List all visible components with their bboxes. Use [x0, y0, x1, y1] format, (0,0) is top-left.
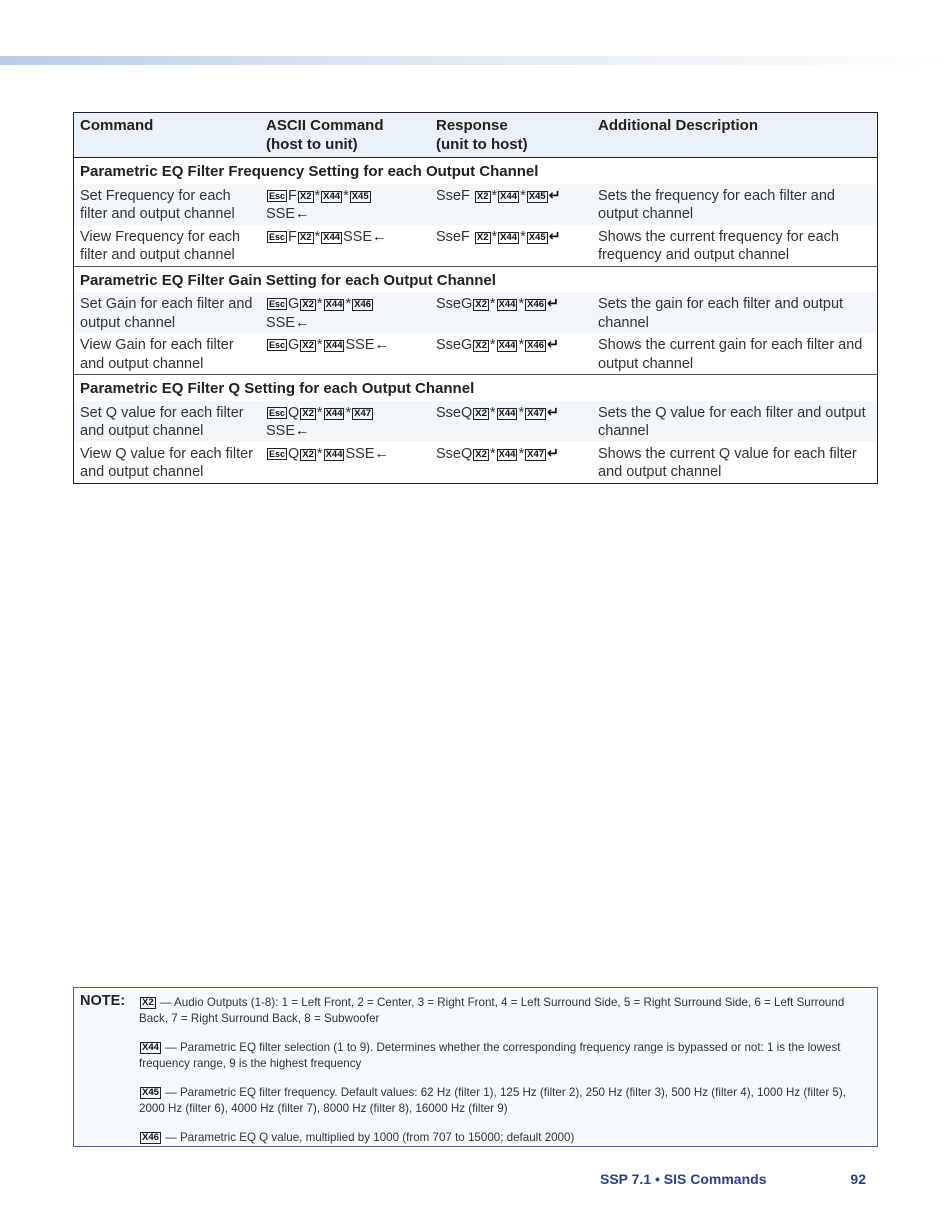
command-text: SseF [436, 187, 474, 204]
command-cell: View Q value for each filter and output channel [74, 442, 261, 484]
table-row [74, 333, 878, 375]
description-cell: Sets the frequency for each filter and output channel [592, 184, 878, 225]
command-cell: View Frequency for each filter and output channel [74, 225, 261, 267]
command-text: * [518, 404, 525, 421]
esc-key-icon: Esc [269, 190, 286, 201]
description-cell: Shows the current Q value for each filter and output channel [592, 442, 878, 484]
command-cell: Set Q value for each filter and output channel [74, 401, 261, 442]
variable-box: X45 [528, 190, 546, 202]
ascii-command-cell [260, 292, 430, 333]
command-text: * [316, 404, 323, 421]
command-text: SseF [436, 228, 474, 245]
variable-box: X44 [325, 299, 343, 310]
carriage-return-icon: ↵ [548, 187, 561, 204]
variable-box: X44 [142, 1042, 159, 1053]
section-title: Parametric EQ Filter Frequency Setting for each Output Channel [80, 163, 539, 180]
variable-box: X2 [302, 340, 314, 351]
command-text: * [520, 228, 526, 245]
command-text: * [518, 337, 525, 353]
carriage-return-icon: ↵ [547, 337, 560, 353]
carriage-return-icon: ↵ [548, 228, 561, 245]
section-header-row [74, 375, 878, 401]
variable-box: X2 [475, 299, 487, 310]
command-text: * [489, 445, 496, 462]
left-arrow-icon: ← [295, 423, 310, 439]
command-text: * [345, 404, 352, 421]
command-text: * [316, 296, 323, 312]
section-header-row [74, 266, 878, 292]
table-header-row [74, 113, 878, 158]
command-text: SseG [436, 337, 473, 353]
description-cell: Shows the current frequency for each frequency and output channel [592, 225, 878, 267]
ascii-command-cell [260, 333, 430, 375]
note-text: — Parametric EQ filter frequency. Default values: 62 Hz (filter 1), 125 Hz (filter 2), 250 Hz (filter 3), 500 Hz (filter 4), 1000 Hz (filter 5), 2000 Hz (filter 6), 4000 Hz (filter 7), 8000 Hz (filter 8), 16000 Hz (filter 9) [139, 1086, 846, 1115]
footer-title: SSP 7.1 • SIS Commands [600, 1171, 767, 1187]
carriage-return-icon: ↵ [547, 445, 560, 462]
variable-box: X47 [354, 407, 372, 419]
note-item [139, 1040, 869, 1071]
left-arrow-icon: ← [374, 337, 389, 353]
variable-box: X2 [299, 231, 312, 243]
page-footer [600, 1171, 870, 1187]
command-text: SSE [266, 314, 296, 331]
response-cell [430, 225, 592, 267]
command-text: Q [288, 445, 300, 462]
table-row [74, 401, 878, 442]
ascii-line [266, 188, 372, 204]
description-cell: Sets the gain for each filter and output channel [592, 292, 878, 333]
command-text: SSE [345, 445, 375, 462]
command-text: SSE [266, 423, 296, 439]
variable-box: X44 [500, 231, 518, 243]
command-text: G [288, 296, 300, 312]
command-text: * [491, 228, 498, 245]
description-cell: Shows the current gain for each filter and output channel [592, 333, 878, 375]
variable-box: X46 [527, 340, 545, 351]
command-text: * [489, 337, 496, 353]
response-cell [430, 442, 592, 484]
table-row [74, 442, 878, 484]
note-item [139, 1085, 869, 1116]
note-items [139, 995, 869, 1160]
ascii-command-cell [260, 442, 430, 484]
variable-box: X2 [302, 407, 314, 419]
variable-box: X2 [142, 997, 154, 1008]
variable-box: X44 [323, 190, 341, 202]
command-cell: Set Frequency for each filter and output channel [74, 184, 261, 225]
response-cell [430, 333, 592, 375]
command-text: * [316, 337, 323, 353]
esc-key-icon: Esc [269, 340, 286, 350]
command-text: * [520, 187, 526, 204]
header-gradient-band [0, 56, 950, 65]
command-text: * [316, 445, 323, 462]
esc-key-icon: Esc [269, 231, 286, 242]
header-response: Response (unit to host) [430, 113, 592, 158]
variable-box: X47 [527, 407, 545, 419]
note-text: — Parametric EQ filter selection (1 to 9). Determines whether the corresponding frequency range is bypassed or not: 1 is the lowest frequency range, 9 is the highest frequency [139, 1041, 841, 1070]
command-text: Q [288, 404, 300, 421]
table-row [74, 184, 878, 225]
command-cell: Set Gain for each filter and output channel [74, 292, 261, 333]
variable-box: X44 [498, 340, 516, 351]
variable-box: X46 [527, 299, 545, 310]
variable-box: X44 [325, 340, 343, 351]
command-text: F [288, 187, 297, 204]
carriage-return-icon: ↵ [547, 404, 560, 421]
command-text: SseG [436, 296, 473, 312]
description-cell: Sets the Q value for each filter and output channel [592, 401, 878, 442]
note-text: — Audio Outputs (1-8): 1 = Left Front, 2 = Center, 3 = Right Front, 4 = Left Surround Side, 5 = Right Surround Side, 6 = Left Surround Back, 7 = Right Surround Back, 8 = Subwoofer [139, 996, 845, 1025]
command-text: SSE [345, 337, 375, 353]
command-text: * [489, 404, 496, 421]
section-title: Parametric EQ Filter Q Setting for each Output Channel [74, 375, 878, 401]
variable-box: X2 [302, 299, 314, 310]
command-text: F [288, 228, 297, 245]
variable-box: X45 [351, 190, 369, 202]
variable-box: X46 [142, 1132, 159, 1143]
section-title: Parametric EQ Filter Gain Setting for each Output Channel [74, 266, 878, 292]
variable-box: X44 [325, 407, 343, 419]
variable-box: X46 [354, 299, 372, 310]
section-header-row [74, 158, 878, 184]
note-item [139, 995, 869, 1026]
command-text: * [518, 296, 525, 312]
ascii-line [266, 296, 374, 312]
response-cell [430, 184, 592, 225]
variable-box: X2 [302, 448, 314, 460]
command-text: SSE [343, 228, 373, 245]
variable-box: X45 [142, 1087, 159, 1098]
command-text: * [314, 228, 321, 245]
sis-command-table [73, 112, 878, 484]
command-text: * [518, 445, 525, 462]
variable-box: X44 [498, 407, 516, 419]
header-ascii-command: ASCII Command (host to unit) [260, 113, 430, 158]
header-command: Command [74, 113, 261, 158]
command-text: * [489, 296, 496, 312]
ascii-line [266, 405, 374, 421]
esc-key-icon: Esc [269, 407, 286, 418]
left-arrow-icon: ← [295, 314, 310, 331]
note-text: — Parametric EQ Q value, multiplied by 1000 (from 707 to 15000; default 2000) [161, 1131, 575, 1144]
response-cell [430, 401, 592, 442]
table-row [74, 225, 878, 267]
note-item [139, 1130, 869, 1146]
variable-box: X44 [498, 448, 516, 460]
page-number: 92 [850, 1171, 866, 1187]
esc-key-icon: Esc [269, 299, 286, 309]
variable-box: X44 [323, 231, 341, 243]
command-text: SseQ [436, 445, 473, 462]
response-cell [430, 292, 592, 333]
variable-box: X44 [325, 448, 343, 460]
command-text: SseQ [436, 404, 473, 421]
command-text: * [343, 187, 349, 204]
left-arrow-icon: ← [295, 206, 310, 222]
variable-box: X2 [476, 231, 489, 243]
command-cell: View Gain for each filter and output channel [74, 333, 261, 375]
variable-box: X2 [475, 448, 487, 460]
table-row [74, 292, 878, 333]
variable-box: X47 [527, 448, 545, 460]
left-arrow-icon: ← [372, 228, 387, 245]
carriage-return-icon: ↵ [547, 296, 560, 312]
ascii-command-cell [260, 184, 430, 225]
note-label: NOTE: [80, 993, 126, 1009]
note-box [73, 987, 878, 1147]
command-text: * [491, 187, 498, 204]
variable-box: X44 [500, 190, 518, 202]
ascii-command-cell [260, 225, 430, 267]
command-text: * [345, 296, 352, 312]
left-arrow-icon: ← [374, 445, 389, 462]
variable-box: X44 [498, 299, 516, 310]
ascii-command-cell [260, 401, 430, 442]
esc-key-icon: Esc [269, 448, 286, 459]
variable-box: X2 [476, 190, 489, 202]
variable-box: X2 [475, 340, 487, 351]
command-text: * [314, 187, 321, 204]
header-additional-description: Additional Description [592, 113, 878, 158]
command-text: G [288, 337, 300, 353]
variable-box: X2 [299, 190, 312, 202]
variable-box: X2 [475, 407, 487, 419]
variable-box: X45 [528, 231, 546, 243]
command-text: SSE [266, 206, 296, 222]
